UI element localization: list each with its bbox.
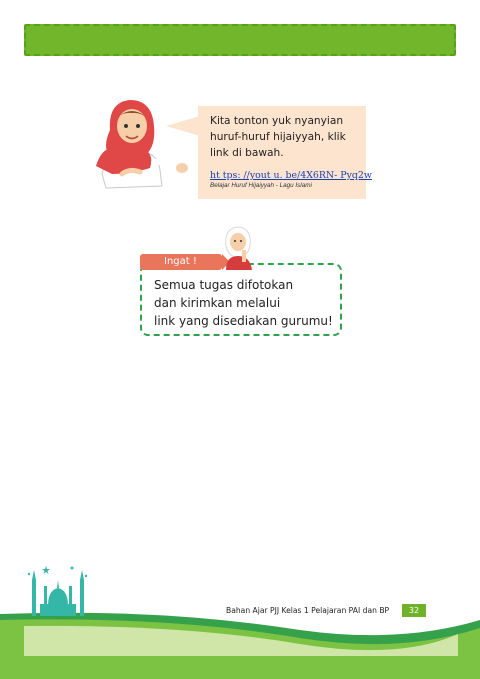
speech-bubble bbox=[198, 106, 372, 199]
page-number-badge: 32 bbox=[402, 604, 426, 617]
reminder-label: Ingat ! bbox=[164, 256, 197, 267]
small-girl-character-illustration bbox=[218, 224, 258, 274]
speech-bubble-tail bbox=[166, 116, 200, 136]
video-link[interactable]: ht tps: //yout u. be/4X6RN- Pyq2w bbox=[210, 170, 372, 181]
footer-title: Bahan Ajar PJJ Kelas 1 Pelajaran PAI dan BP bbox=[226, 606, 390, 615]
mosque-icon bbox=[26, 560, 90, 620]
reminder-text: Semua tugas difotokan dan kirimkan melalui link yang disediakan gurumu! bbox=[154, 278, 333, 328]
girl-character-illustration bbox=[92, 96, 192, 192]
top-banner bbox=[24, 24, 456, 56]
video-caption: Belajar Huruf Hijaiyyah - Lagu Islami bbox=[210, 182, 312, 189]
speech-text: Kita tonton yuk nyanyian huruf-huruf hijaiyyah, klik link di bawah. bbox=[210, 115, 346, 159]
